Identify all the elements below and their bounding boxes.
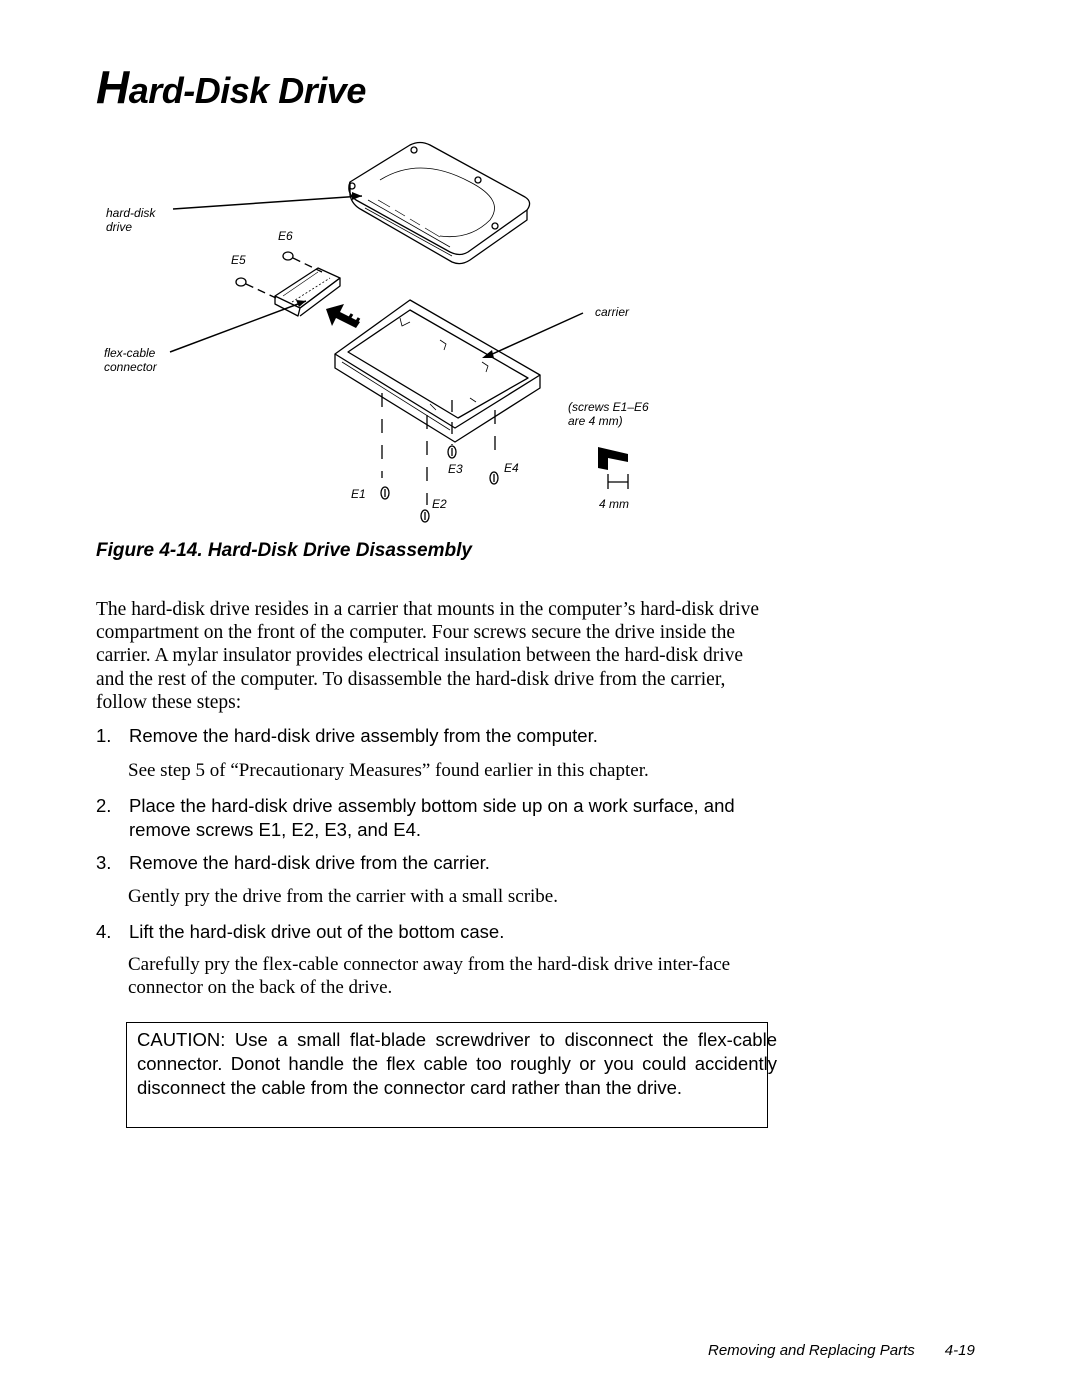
label-flex-line2: connector [104, 360, 157, 374]
caution-text: CAUTION: Use a small flat-blade screwdriver to disconnect the flex-cable connector. Donot handle the flex cable too roughly or you could accidently disconnect the cable from the connector card rather than the drive. [137, 1029, 777, 1098]
carrier-shape [335, 300, 540, 442]
carrier-leader [488, 313, 583, 356]
insert-arrow [326, 304, 360, 328]
step-number: 4. [96, 921, 112, 942]
footer-page-number: 4-19 [944, 1342, 975, 1359]
label-screws-line1: (screws E1–E6 [568, 400, 649, 414]
label-e2: E2 [432, 497, 447, 511]
page-footer [708, 1342, 975, 1359]
title-rest: ard-Disk Drive [128, 70, 366, 111]
flex-cable-leader [170, 301, 306, 352]
label-e5: E5 [231, 253, 246, 267]
label-size: 4 mm [599, 497, 629, 511]
label-e6: E6 [278, 229, 293, 243]
step-text: Remove the hard-disk drive assembly from the computer. [129, 725, 598, 746]
step-text: Remove the hard-disk drive from the carrier. [129, 852, 490, 873]
screw-e4 [490, 472, 498, 484]
label-hard-disk-line2: drive [106, 220, 133, 234]
screw-e2 [421, 510, 429, 522]
screw-e1 [381, 487, 389, 499]
hard-disk-leader [173, 196, 362, 209]
footer-section: Removing and Replacing Parts [708, 1342, 915, 1359]
label-screws-line2: are 4 mm) [568, 414, 623, 428]
step-3-note: Gently pry the drive from the carrier with a small scribe. [128, 886, 558, 907]
step-3 [96, 851, 796, 875]
step-text: Place the hard-disk drive assembly bottom side up on a work surface, and remove screws E1, E2, E3, and E4. [129, 795, 735, 840]
label-flex-line1: flex-cable [104, 346, 156, 360]
hard-disk-drive-illustration [0, 130, 700, 530]
label-hard-disk-line1: hard-disk [106, 206, 156, 220]
label-screws-note [568, 400, 649, 428]
screw-e3 [448, 446, 456, 458]
label-e4: E4 [504, 461, 519, 475]
step-4 [96, 920, 796, 944]
page-title [96, 60, 366, 114]
screw-size-icon [598, 447, 628, 489]
label-carrier: carrier [595, 305, 630, 319]
title-initial: H [96, 61, 129, 113]
step-text: Lift the hard-disk drive out of the bottom case. [129, 921, 505, 942]
screw-e5 [236, 278, 276, 298]
hard-disk-drive-shape [349, 143, 530, 264]
label-flex-cable-connector [104, 346, 157, 374]
step-4-note: Carefully pry the flex-cable connector away from the hard-disk drive inter-face connector on the back of the drive. [128, 954, 731, 999]
step-1-note: See step 5 of “Precautionary Measures” found earlier in this chapter. [128, 760, 649, 781]
figure-caption: Figure 4-14. Hard-Disk Drive Disassembly [96, 540, 472, 561]
step-2 [96, 794, 796, 841]
label-e1: E1 [351, 487, 366, 501]
label-e3: E3 [448, 462, 463, 476]
step-number: 3. [96, 852, 112, 873]
label-hard-disk-drive [106, 206, 155, 234]
step-number: 2. [96, 795, 112, 816]
step-1 [96, 724, 796, 748]
step-number: 1. [96, 725, 112, 746]
intro-paragraph: The hard-disk drive resides in a carrier that mounts in the computer’s hard-disk drive compartment on the front of the computer. Four screws secure the drive inside the carrier. A mylar insulator provides electrical insulation between the hard-disk drive and the rest of the computer. To disassemble the hard-disk drive from the carrier, follow these steps: [96, 599, 759, 713]
